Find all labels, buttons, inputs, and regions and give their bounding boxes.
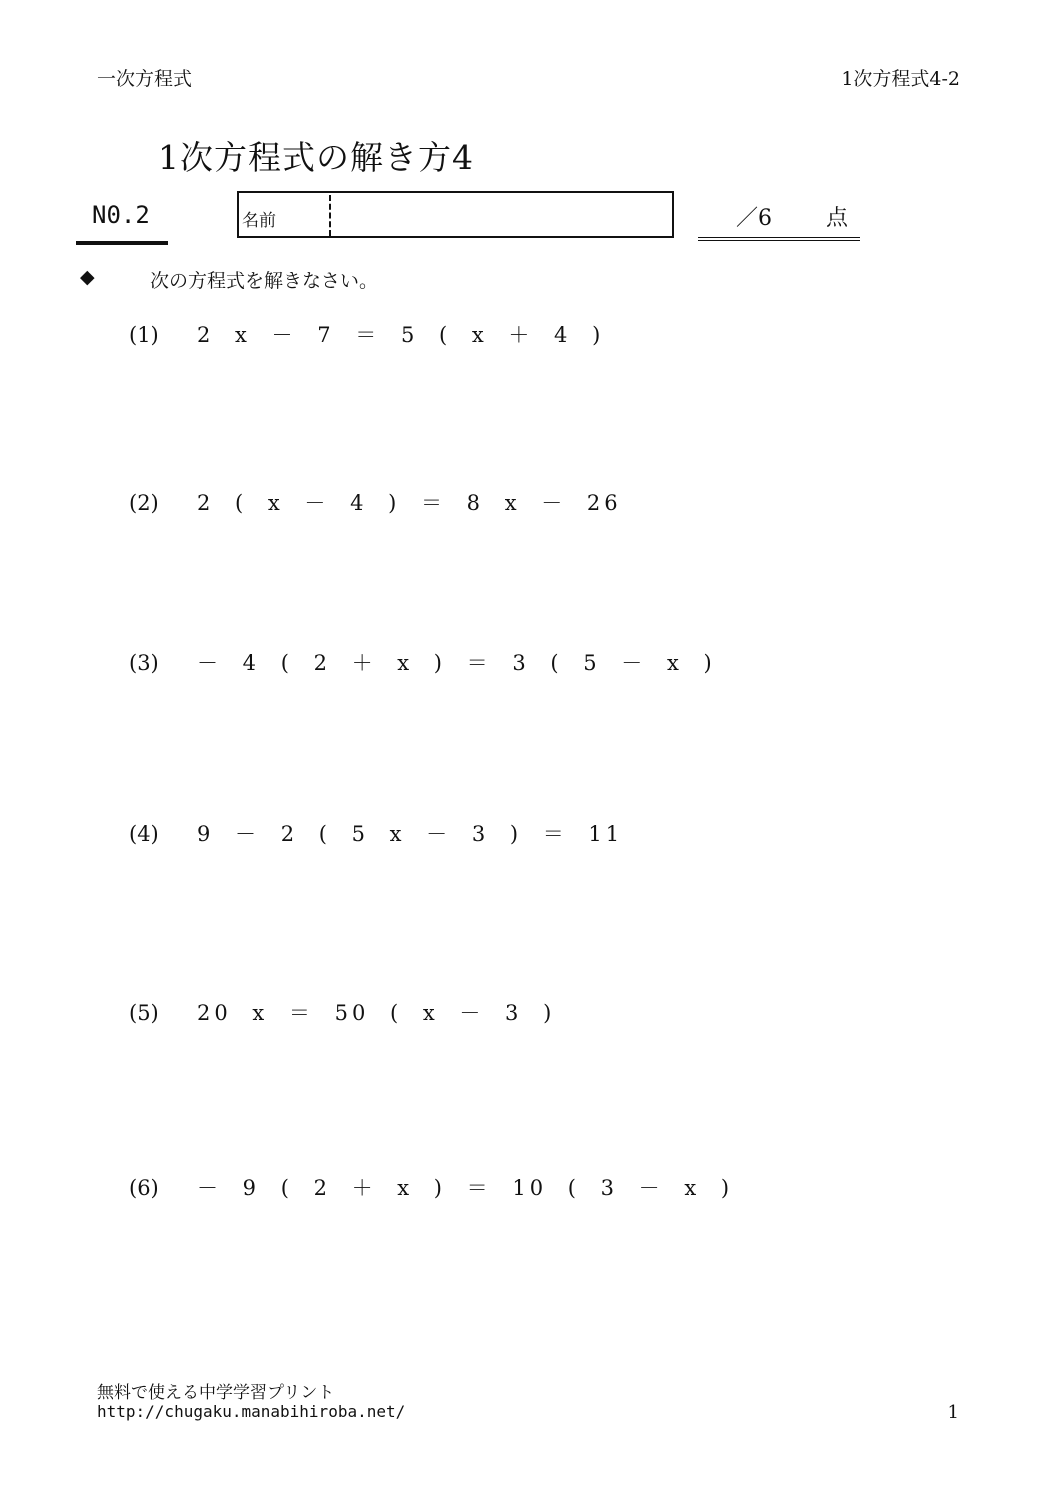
header-subject: 一次方程式 bbox=[97, 68, 193, 90]
problem-equation: － 4 ( 2 ＋ x ) ＝ 3 ( 5 － x ) bbox=[197, 651, 716, 675]
name-field-divider bbox=[329, 195, 331, 236]
problem-number: (5) bbox=[129, 1001, 159, 1025]
score-unit: 点 bbox=[826, 206, 849, 231]
instruction-text: 次の方程式を解きなさい。 bbox=[150, 270, 379, 292]
sheet-number-box bbox=[76, 199, 168, 245]
name-field[interactable] bbox=[237, 191, 674, 238]
score-box bbox=[698, 199, 860, 241]
score-total: ／6 bbox=[736, 206, 772, 231]
problem-number: (6) bbox=[129, 1176, 159, 1200]
problem-equation: － 9 ( 2 ＋ x ) ＝ 10 ( 3 － x ) bbox=[197, 1176, 734, 1200]
problem-equation: 2 ( x － 4 ) ＝ 8 x － 26 bbox=[197, 491, 622, 515]
problem-6 bbox=[129, 1172, 733, 1202]
page-title: 1次方程式の解き方4 bbox=[158, 138, 474, 177]
problem-5 bbox=[129, 997, 555, 1027]
header-worksheet-id: 1次方程式4-2 bbox=[841, 68, 960, 90]
diamond-bullet-icon: ◆ bbox=[80, 266, 95, 288]
footer-site-name: 無料で使える中学学習プリント bbox=[97, 1383, 335, 1403]
problem-equation: 9 － 2 ( 5 x － 3 ) ＝ 11 bbox=[197, 822, 624, 846]
footer-url-link[interactable]: http://chugaku.manabihiroba.net/ bbox=[97, 1402, 406, 1421]
problem-number: (2) bbox=[129, 491, 159, 515]
problem-number: (3) bbox=[129, 651, 159, 675]
problem-number: (4) bbox=[129, 822, 159, 846]
problem-number: (1) bbox=[129, 323, 159, 347]
problem-2 bbox=[129, 487, 622, 517]
name-label: 名前 bbox=[242, 211, 276, 231]
problem-equation: 2 x － 7 ＝ 5 ( x ＋ 4 ) bbox=[197, 323, 605, 347]
sheet-number: N0.2 bbox=[92, 201, 150, 229]
problem-3 bbox=[129, 647, 716, 677]
page-number: 1 bbox=[947, 1402, 959, 1423]
problem-equation: 20 x ＝ 50 ( x － 3 ) bbox=[197, 1001, 556, 1025]
problem-1 bbox=[129, 319, 604, 349]
problem-4 bbox=[129, 818, 623, 848]
